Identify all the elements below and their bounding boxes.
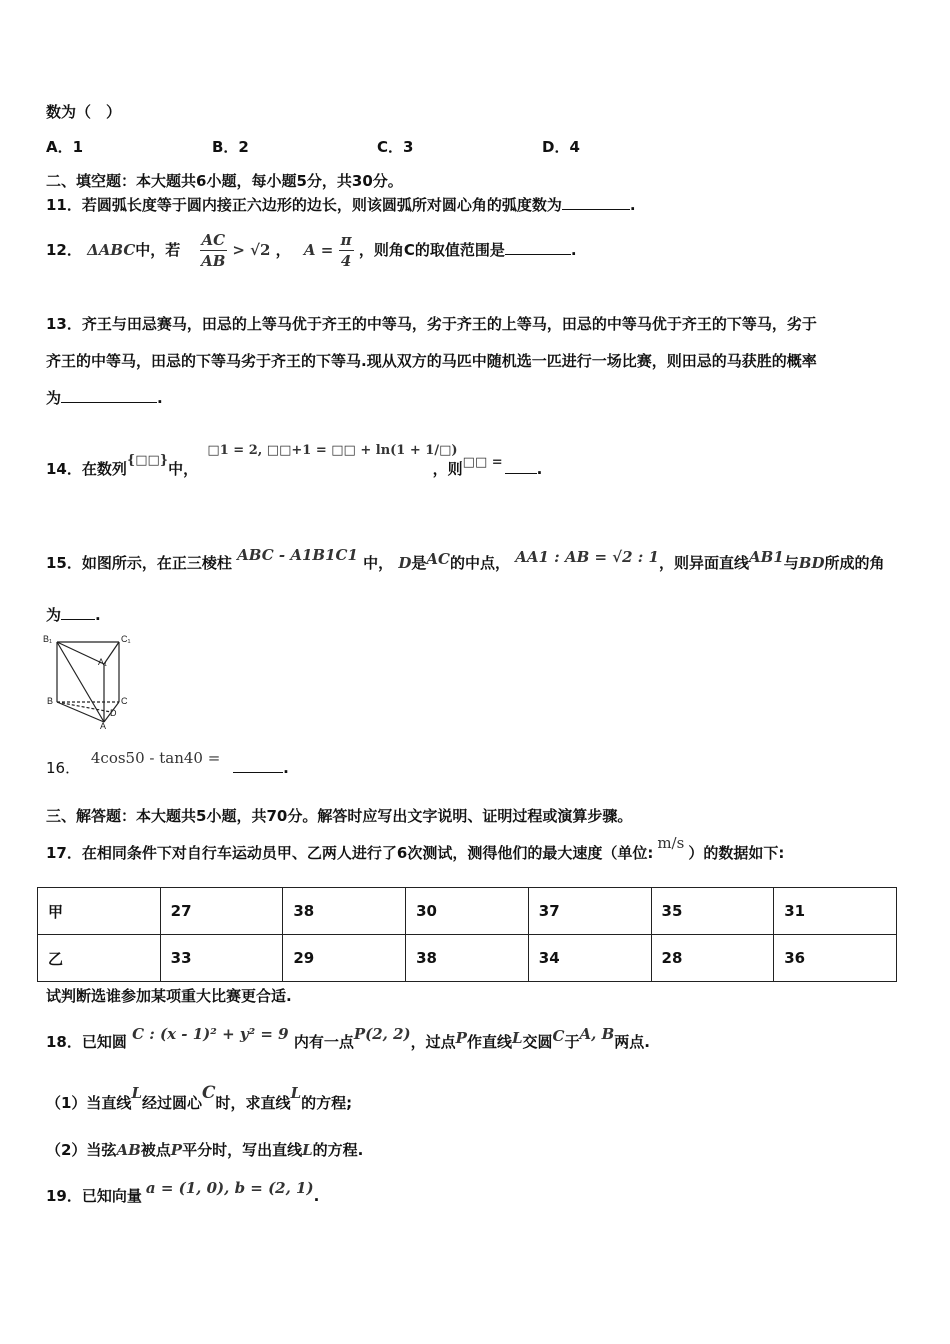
q12-fraction-num: AC xyxy=(201,231,226,249)
q11-text: 11．若圆弧长度等于圆内接正六边形的边长，则该圆弧所对圆心角的弧度数为 xyxy=(46,196,562,214)
q14-an: □□ = xyxy=(462,455,503,470)
q15-text-2: 中， xyxy=(363,554,394,572)
label-c1: C₁ xyxy=(121,634,131,644)
label-a: A xyxy=(100,721,107,730)
q10-option-b: B．2 xyxy=(212,138,249,156)
table-cell: 甲 xyxy=(38,888,161,935)
q12-separator: ， xyxy=(275,241,291,259)
q18-p2-text-b: 被点 xyxy=(140,1141,171,1159)
q12-text-1: 中，若 xyxy=(135,241,181,259)
q12-angle-eq: A = xyxy=(303,241,334,259)
q18-p1-text-d: 的方程; xyxy=(301,1094,353,1112)
q15-text-1: 15．如图所示，在正三棱柱 xyxy=(46,554,232,572)
q17-unit: m/s xyxy=(657,834,685,852)
q13-line-2: 齐王的中等马，田忌的下等马劣于齐王的下等马.现从双方的马匹中随机选一匹进行一场比赛，则田忌的马获胜的概率 xyxy=(46,352,817,370)
table-cell: 29 xyxy=(283,935,406,982)
q15-ac: AC xyxy=(426,550,450,568)
q18-l: L xyxy=(511,1029,523,1047)
question-15 xyxy=(46,546,885,574)
q18-p1-text-b: 经过圆心 xyxy=(142,1094,203,1112)
q14-end: . xyxy=(536,460,543,478)
q15-line-2-text: 为 xyxy=(46,606,62,624)
q15-text-6: 与 xyxy=(783,554,799,572)
q18-text-3: ，过点 xyxy=(410,1033,456,1051)
q18-text-7: 两点. xyxy=(614,1033,650,1051)
q18-circle-equation: C : (x - 1)² + y² = 9 xyxy=(132,1025,289,1043)
section-2-heading: 二、填空题：本大题共6小题，每小题5分，共30分。 xyxy=(46,172,403,190)
table-row xyxy=(38,935,897,982)
label-c: C xyxy=(121,696,128,706)
q18-part-1 xyxy=(46,1083,353,1114)
q18-text-2: 内有一点 xyxy=(293,1033,354,1051)
q19-vectors: a = (1, 0), b = (2, 1) xyxy=(145,1179,314,1197)
q19-text-1: 19．已知向量 xyxy=(46,1187,142,1205)
q15-bd: BD xyxy=(798,554,825,572)
table-row xyxy=(38,888,897,935)
q15-text-4: 的中点， xyxy=(450,554,511,572)
q18-p1-text-c: 时，求直线 xyxy=(215,1094,291,1112)
table-cell: 乙 xyxy=(38,935,161,982)
q18-p1-l2: L xyxy=(290,1084,302,1102)
q18-p1-l: L xyxy=(131,1084,142,1102)
q19-end: . xyxy=(313,1187,320,1205)
q15-ratio: AA1 : AB = √2 : 1 xyxy=(515,548,659,566)
q14-text-2: 中， xyxy=(168,460,199,478)
q15-text-3: 是 xyxy=(411,554,427,572)
question-19 xyxy=(46,1179,320,1207)
q14-sequence: {□□} xyxy=(126,453,169,468)
q18-ab: A, B xyxy=(579,1025,615,1043)
q18-p2-p: P xyxy=(170,1141,183,1159)
q15-text-5: ，则异面直线 xyxy=(659,554,750,572)
table-cell: 38 xyxy=(406,935,529,982)
q17-text-2: ）的数据如下: xyxy=(688,844,785,862)
q15-answer-blank xyxy=(61,605,95,620)
q18-c: C xyxy=(552,1027,565,1045)
q18-p2-l: L xyxy=(302,1141,313,1159)
table-cell: 30 xyxy=(406,888,529,935)
table-cell: 38 xyxy=(283,888,406,935)
label-d: D xyxy=(110,708,117,718)
question-11: 11．若圆弧长度等于圆内接正六边形的边长，则该圆弧所对圆心角的弧度数为 . xyxy=(46,196,636,214)
q11-answer-blank xyxy=(562,195,630,210)
table-cell: 37 xyxy=(528,888,651,935)
segment-bd-hidden xyxy=(57,702,111,712)
q12-pi-den: 4 xyxy=(340,252,352,270)
table-cell: 33 xyxy=(160,935,283,982)
q18-p2-ab: AB xyxy=(116,1141,141,1159)
q12-triangle: ΔABC xyxy=(87,241,136,259)
q12-fraction xyxy=(200,230,228,271)
q15-text-7: 所成的角 xyxy=(824,554,885,572)
q10-stem-tail: 数为（ ） xyxy=(46,103,122,121)
q18-p1-c: C xyxy=(202,1083,216,1103)
q15-line-2: 为 . xyxy=(46,606,101,624)
q12-pi-fraction xyxy=(339,230,354,271)
q18-text-5: 交圆 xyxy=(522,1033,553,1051)
q15-point-d: D xyxy=(398,554,412,572)
question-16: 16． 4cos50 - tan40 = . xyxy=(46,749,289,777)
q12-pi-num: π xyxy=(340,231,352,249)
label-b: B xyxy=(47,696,54,706)
q16-expression: 4cos50 - tan40 = xyxy=(90,749,221,767)
edge-ba xyxy=(57,702,104,722)
table-cell: 28 xyxy=(651,935,774,982)
table-cell: 35 xyxy=(651,888,774,935)
q12-answer-blank xyxy=(505,240,571,255)
q18-p2-text-c: 平分时，写出直线 xyxy=(182,1141,303,1159)
q14-text-1: 14．在数列 xyxy=(46,460,127,478)
q16-answer-blank xyxy=(233,758,283,773)
table-cell: 34 xyxy=(528,935,651,982)
q18-point-p: P(2, 2) xyxy=(353,1025,411,1043)
q12-number: 12． xyxy=(46,241,82,259)
q18-p2-text-d: 的方程. xyxy=(312,1141,364,1159)
q14-formula: □1 = 2, □□+1 = □□ + ln(1 + 1/□) xyxy=(207,443,458,458)
q17-text-1: 17．在相同条件下对自行车运动员甲、乙两人进行了6次测试，测得他们的最大速度（单位: xyxy=(46,844,654,862)
q13-line-1: 13．齐王与田忌赛马，田忌的上等马优于齐王的中等马，劣于齐王的上等马，田忌的中等马优于齐王的下等马，劣于 xyxy=(46,315,817,333)
q16-number: 16． xyxy=(46,759,81,777)
q18-p1-text-a: （1）当直线 xyxy=(46,1094,132,1112)
table-cell: 36 xyxy=(774,935,897,982)
prism-figure xyxy=(40,630,140,730)
q18-p: P xyxy=(455,1029,467,1047)
label-a1: A₁ xyxy=(98,657,108,667)
q10-option-c: C．3 xyxy=(377,138,414,156)
q18-p2-text-a: （2）当弦 xyxy=(46,1141,117,1159)
table-cell: 31 xyxy=(774,888,897,935)
section-3-heading: 三、解答题：本大题共5小题，共70分。解答时应写出文字说明、证明过程或演算步骤。 xyxy=(46,807,633,825)
q13-answer-blank xyxy=(61,388,157,403)
q14-answer-blank xyxy=(505,459,537,474)
q17-conclusion: 试判断选谁参加某项重大比赛更合适. xyxy=(46,987,292,1005)
question-14 xyxy=(46,443,543,482)
speed-table xyxy=(37,887,897,982)
question-17 xyxy=(46,834,785,864)
q10-option-d: D．4 xyxy=(542,138,580,156)
question-12: 12． ΔABC中，若 $\frac{AC}{AB}$ > √2 ， A = $\frac{\pi}{4}$ ，则角C的取值范围是 . xyxy=(46,231,577,270)
q10-option-a: A．1 xyxy=(46,138,84,156)
q18-text-4: 作直线 xyxy=(466,1033,512,1051)
table-cell: 27 xyxy=(160,888,283,935)
question-18 xyxy=(46,1025,650,1053)
q12-fraction-den: AB xyxy=(201,252,226,270)
q14-text-3: ，则 xyxy=(432,460,463,478)
q15-ab1: AB1 xyxy=(749,548,784,566)
q18-text-1: 18．已知圆 xyxy=(46,1033,127,1051)
q13-line-3: 为 . xyxy=(46,389,163,407)
q13-line-3-text: 为 xyxy=(46,389,62,407)
q18-text-6: 于 xyxy=(564,1033,580,1051)
label-b1: B₁ xyxy=(43,634,53,644)
q15-prism: ABC - A1B1C1 xyxy=(237,546,358,564)
q12-inequality: > √2 xyxy=(232,241,271,259)
q18-part-2 xyxy=(46,1139,363,1161)
q12-text-2: ，则角C的取值范围是 xyxy=(358,241,505,259)
